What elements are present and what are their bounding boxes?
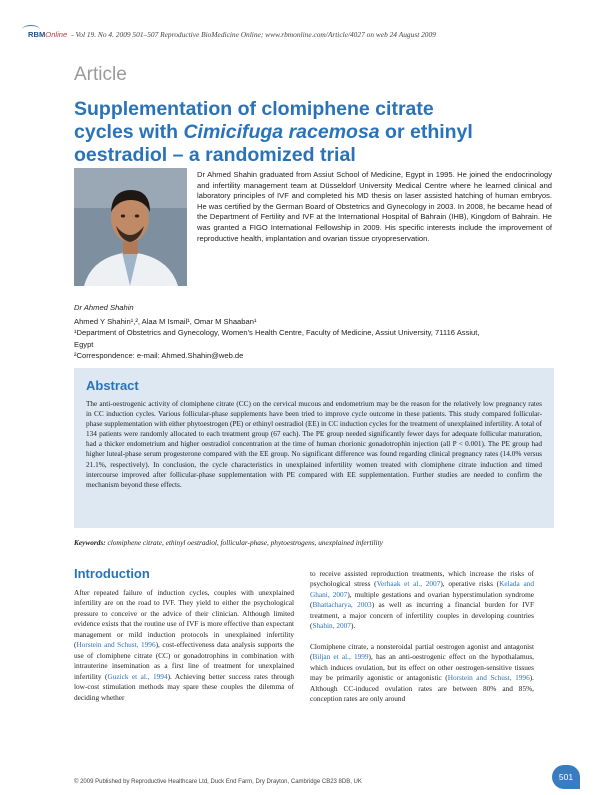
keywords-label: Keywords: bbox=[74, 538, 106, 547]
abstract-heading: Abstract bbox=[86, 378, 139, 393]
journal-logo[interactable]: RBMOnline bbox=[28, 30, 67, 39]
author-photo bbox=[74, 168, 187, 286]
abstract-text: The anti-oestrogenic activity of clomiphene citrate (CC) on the cervical mucous and endometrium may be the reason for the relatively low pregnancy rates in CC induction cycles. Various follicular-phase supplements have been tried to improve cycle outcome in these patients. This study compared follicular-phase supplementation with either phytoestrogen (PE) or ethinyl oestradiol (EE) in CC induction cycles for the treatment of unexplained infertility. A total of 134 patients were randomly allocated to each treatment group (67 each). The PE group needed significantly fewer days for adequate follicular maturation, had a thicker endometrium and higher oestradiol concentration at the time of human chorionic gonadotrophin injection (all P < 0.001). The PE group had higher luteal-phase serum progesterone compared with the EE group. No significant difference was found regarding clinical pregnancy rates (14.0% versus 21.1%, respectively). In conclusion, the cycle characteristics in unexplained infertility women treated with clomiphene citrate induction and timed intercourse improved after follicular-phase supplementation with PE compared with EE supplementation. Further studies are needed to confirm the mechanism beyond these effects. bbox=[86, 400, 542, 489]
running-head bbox=[28, 30, 588, 39]
citation-link[interactable]: Kelada and Ghani, 2007 bbox=[310, 579, 534, 599]
author-block bbox=[74, 302, 494, 362]
introduction-heading: Introduction bbox=[74, 566, 150, 581]
abstract-box bbox=[74, 368, 554, 528]
introduction-right-column bbox=[310, 569, 534, 704]
author-biography: Dr Ahmed Shahin graduated from Assiut School of Medicine, Egypt in 1995. He joined the endocrinology and infertility management team at Düsseldorf University Medical Centre where he learned clinical and laboratory principles of IVF and completed his MD thesis on laser assisted hatching of human embryos. He was certified by the German Board of Obstetrics and Gynecology in 2003. In 2008, he became head of the Department of Fertility and IVF at the International Hospital of Bahrain (IHB), Kingdom of Bahrain. He was granted a FIGO International Fellowship in 2009. His specific interests include the improvement of reproductive health, implantation and ovarian tissue cryopreservation. bbox=[197, 170, 552, 243]
citation-link[interactable]: Horstein and Schust, 1996 bbox=[76, 640, 156, 650]
citation-link[interactable]: Shahin, 2007 bbox=[312, 621, 351, 631]
article-type-label: Article bbox=[74, 64, 127, 85]
introduction-paragraph: Clomiphene citrate, a nonsteroidal partial oestrogen agonist and antagonist (Biljan et al., 1999), has an anti-oestrogenic effect on the hypothalamus, which induces ovulation, but its effect on other oestrogen-sensitive tissues may be primarily agonistic or antagonistic (Horstein and Schust, 1996). Although CC-induced ovulation rates are between 80% and 85%, conception rates are only around bbox=[310, 641, 534, 703]
correspondence: ²Correspondence: e-mail: Ahmed.Shahin@web.de bbox=[74, 351, 244, 361]
keywords-list: clomiphene citrate, ethinyl oestradiol, follicular-phase, phytoestrogens, unexplained infertility bbox=[107, 538, 383, 547]
introduction-paragraph: After repeated failure of induction cycles, couples with unexplained infertility are on the road to IVF. They yield to either the psychological pressure to conceive or the advice of their clinician. Although limited evidence exists that the routine use of IVF is more effective than expectant management or mild induction protocols in unexplained infertility (Horstein and Schust, 1996), cost-effectiveness data analysis supports the use of clomiphene citrate (CC) or gonadotrophins in combination with intrauterine insemination as a first line of treatment for unexplained infertility (Guzick et al., 1994). Achieving better success rates through low-cost stimulation methods may spare these couples the dilemma of deciding whether bbox=[74, 588, 294, 702]
copyright-footer: © 2009 Published by Reproductive Healthcare Ltd, Duck End Farm, Dry Drayton, Cambridge CB23 8DB, UK bbox=[74, 779, 362, 785]
author-list: Ahmed Y Shahin¹,², Alaa M Ismail¹, Omar M Shaaban¹ bbox=[74, 316, 257, 326]
citation-link[interactable]: Horstein and Schust, 1996 bbox=[447, 673, 530, 683]
introduction-left-column bbox=[74, 588, 294, 703]
citation-link[interactable]: Guzick et al., 1994 bbox=[107, 671, 168, 681]
citation-link[interactable]: Biljan et al., 1999 bbox=[312, 652, 369, 662]
running-head-text: - Vol 19. No 4. 2009 501–507 Reproductive BioMedicine Online; www.rbmonline.com/Article/4027 on web 24 August 2009 bbox=[71, 30, 436, 39]
article-title: Supplementation of clomiphene citrate cycles with Cimicifuga racemosa or ethinyl oestradiol – a randomized trial bbox=[74, 98, 473, 166]
citation-link[interactable]: Bhattacharya, 2003 bbox=[312, 600, 372, 610]
author-affiliation: ¹Department of Obstetrics and Gynecology, Women's Health Centre, Faculty of Medicine, Assiut University, 71116 Assiut, Egypt bbox=[74, 328, 480, 349]
main-author-name: Dr Ahmed Shahin bbox=[74, 303, 134, 312]
keywords bbox=[74, 538, 554, 547]
page-number-tab: 501 bbox=[552, 765, 580, 789]
introduction-paragraph: to receive assisted reproduction treatments, which increase the risks of psychological stress (Verhaak et al., 2007), operative risks (Kelada and Ghani, 2007), multiple gestations and ovarian hyperstimulation syndrome (Bhattacharya, 2003) as well as incurring a financial burden for IVF treatment, a major concern of infertility couples in developing countries (Shahin, 2007). bbox=[310, 569, 535, 631]
citation-link[interactable]: Verhaak et al., 2007 bbox=[376, 579, 441, 589]
